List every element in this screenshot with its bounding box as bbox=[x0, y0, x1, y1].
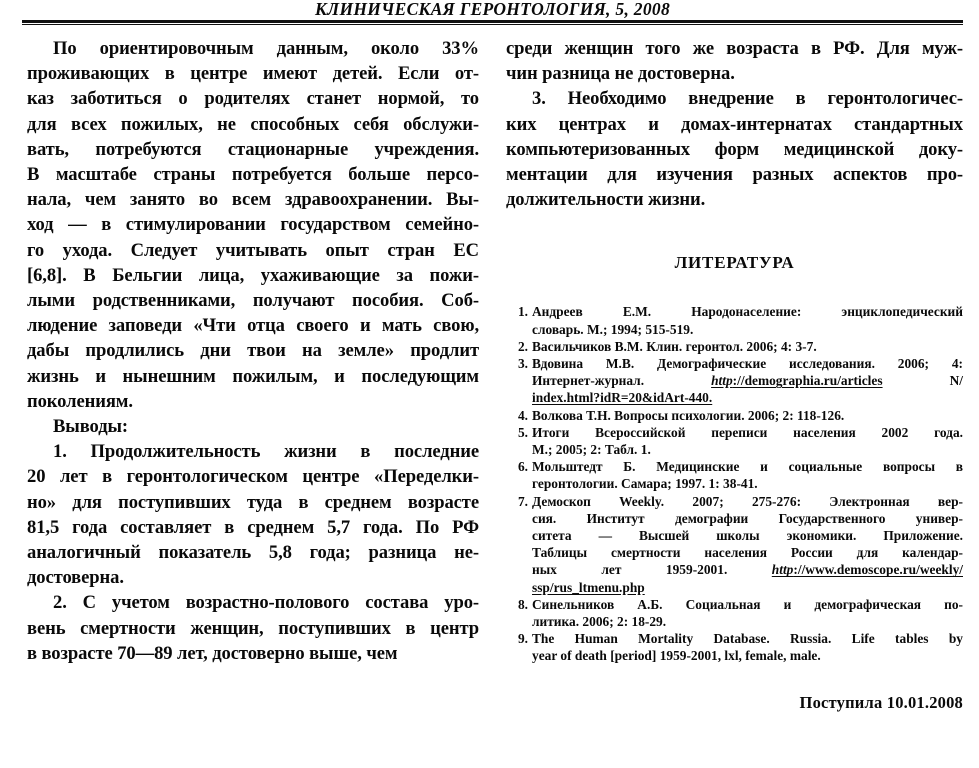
reference-text bbox=[532, 355, 963, 407]
reference-line: Демоскоп Weekly. 2007; 275-276: Электронная вер- bbox=[532, 493, 963, 509]
text-line: вать, потребуются стационарные учреждения. bbox=[27, 138, 479, 160]
reference-line: литика. 2006; 2: 18-29. bbox=[532, 614, 667, 630]
text-line: Выводы: bbox=[53, 416, 129, 438]
reference-item bbox=[506, 458, 963, 492]
text-line: ход — в стимулировании государством семейно- bbox=[27, 214, 479, 236]
left-column bbox=[27, 36, 479, 666]
reference-number: 2. bbox=[517, 338, 528, 354]
reference-item bbox=[506, 338, 963, 355]
reference-number: 3. bbox=[517, 356, 528, 372]
text-line: среди женщин того же возраста в РФ. Для муж- bbox=[506, 38, 963, 59]
reference-item bbox=[506, 424, 963, 458]
reference-line: ssp/rus_ltmenu.php bbox=[532, 579, 645, 595]
literature-heading: ЛИТЕРАТУРА bbox=[674, 253, 795, 273]
text-line: для всех пожилых, не способных себя обслужи- bbox=[27, 113, 479, 135]
reference-line: геронтологии. Самара; 1997. 1: 38-41. bbox=[532, 476, 758, 492]
text-line: нала, чем занято во всем здравоохранении. Вы- bbox=[27, 189, 479, 211]
reference-text bbox=[532, 596, 963, 630]
reference-number: 9. bbox=[517, 631, 528, 647]
reference-line: Мольштедт Б. Медицинские и социальные вопросы в bbox=[532, 459, 963, 475]
reference-number: 7. bbox=[517, 493, 528, 509]
text-line: жизнь и нынешним пожилым, и последующим bbox=[27, 365, 479, 387]
reference-item bbox=[506, 355, 963, 407]
text-line: В масштабе страны потребуется больше персо- bbox=[27, 164, 479, 186]
reference-number: 6. bbox=[517, 459, 528, 475]
text-line: должительности жизни. bbox=[506, 189, 706, 211]
text-line: чин разница не достоверна. bbox=[506, 63, 735, 85]
text-line: каз заботиться о родителях станет нормой, то bbox=[27, 88, 479, 110]
reference-text bbox=[532, 303, 963, 337]
reference-line: словарь. М.; 1994; 515-519. bbox=[532, 321, 694, 337]
paragraph-conclusion-2-start bbox=[27, 590, 479, 666]
running-head: КЛИНИЧЕСКАЯ ГЕРОНТОЛОГИЯ, 5, 2008 bbox=[315, 0, 670, 19]
text-line: [6,8]. В Бельгии лица, ухаживающие за пожи- bbox=[27, 264, 479, 286]
reference-line: М.; 2005; 2: Табл. 1. bbox=[532, 442, 651, 458]
reference-number: 5. bbox=[517, 424, 528, 440]
rule-thin-line bbox=[22, 24, 963, 25]
reference-line: index.html?idR=20&idArt-440. bbox=[532, 390, 713, 406]
text-line: аналогичный показатель 5,8 года; разница не- bbox=[27, 542, 479, 564]
text-line: 20 лет в геронтологическом центре «Переделки- bbox=[27, 466, 479, 488]
reference-item bbox=[506, 596, 963, 630]
right-column bbox=[506, 36, 963, 713]
reference-text bbox=[532, 630, 963, 664]
submitted-date: Поступила 10.01.2008 bbox=[799, 692, 963, 712]
reference-item bbox=[506, 630, 963, 664]
reference-line: ситета — Высшей школы экономики. Приложение. bbox=[532, 528, 963, 544]
reference-line: ных лет 1959-2001. http://www.demoscope.ru/weekly/ bbox=[532, 562, 963, 578]
reference-item bbox=[506, 303, 963, 337]
paragraph-conclusion-1 bbox=[27, 439, 479, 590]
header-rule bbox=[22, 20, 963, 25]
text-line: 3. Необходимо внедрение в геронтологичес- bbox=[532, 88, 963, 110]
reference-item bbox=[506, 407, 963, 424]
reference-line: year of death [period] 1959-2001, lxl, female, male. bbox=[532, 648, 821, 664]
reference-text bbox=[532, 338, 963, 355]
reference-line: Таблицы смертности населения России для календар- bbox=[532, 545, 963, 561]
text-line: но» для поступивших туда в среднем возрасте bbox=[27, 491, 479, 513]
reference-text bbox=[532, 458, 963, 492]
reference-text bbox=[532, 407, 963, 424]
text-line: вень смертности женщин, поступивших в центр bbox=[27, 617, 479, 639]
reference-line: Андреев Е.М. Народонаселение: энциклопедический bbox=[532, 304, 963, 320]
reference-line: Волкова Т.Н. Вопросы психологии. 2006; 2: 118-126. bbox=[532, 407, 845, 423]
paragraph-conclusions-label bbox=[27, 414, 479, 439]
paragraph-conclusion-3 bbox=[506, 86, 963, 212]
paragraph-conclusion-2-end bbox=[506, 36, 963, 86]
reference-line: Интернет-журнал. http://demographia.ru/articles N/ bbox=[532, 373, 963, 389]
text-line: лыми родственниками, получают пособия. Соб- bbox=[27, 290, 479, 312]
reference-line: сия. Институт демографии Государственного универ- bbox=[532, 510, 963, 526]
text-line: ких центрах и домах-интернатах стандартных bbox=[506, 113, 963, 135]
reference-line: The Human Mortality Database. Russia. Life tables by bbox=[532, 631, 963, 647]
text-line: поколениям. bbox=[27, 390, 133, 412]
text-line: ментации для изучения разных аспектов про- bbox=[506, 164, 963, 186]
text-line: 2. С учетом возрастно-полового состава уро- bbox=[53, 592, 479, 614]
reference-number: 4. bbox=[517, 407, 528, 423]
reference-item bbox=[506, 493, 963, 596]
reference-line: Вдовина М.В. Демографические исследования. 2006; 4: bbox=[532, 356, 963, 372]
text-line: проживающих в центре имеют детей. Если от- bbox=[27, 63, 479, 85]
text-line: достоверна. bbox=[27, 567, 124, 589]
reference-text bbox=[532, 493, 963, 596]
reference-number: 1. bbox=[517, 304, 528, 320]
text-line: в возрасте 70—89 лет, достоверно выше, чем bbox=[27, 642, 398, 664]
text-line: компьютеризованных форм медицинской доку- bbox=[506, 138, 963, 160]
paragraph-estimates bbox=[27, 36, 479, 414]
text-line: 1. Продолжительность жизни в последние bbox=[53, 441, 479, 463]
text-line: людение заповеди «Чти отца своего и мать свою, bbox=[27, 315, 479, 337]
reference-number: 8. bbox=[517, 596, 528, 612]
text-line: го ухода. Следует учитывать опыт стран ЕС bbox=[27, 239, 479, 261]
reference-text bbox=[532, 424, 963, 458]
reference-line: Итоги Всероссийской переписи населения 2002 года. bbox=[532, 424, 963, 440]
text-line: дабы продлились дни твои на земле» продлит bbox=[27, 340, 479, 362]
reference-line: Синельников А.Б. Социальная и демографическая по- bbox=[532, 596, 963, 612]
reference-line: Васильчиков В.М. Клин. геронтол. 2006; 4: 3-7. bbox=[532, 338, 817, 354]
reference-list bbox=[506, 303, 963, 664]
text-line: 81,5 года составляет в среднем 5,7 года. По РФ bbox=[27, 516, 479, 538]
text-line: По ориентировочным данным, около 33% bbox=[53, 38, 479, 59]
